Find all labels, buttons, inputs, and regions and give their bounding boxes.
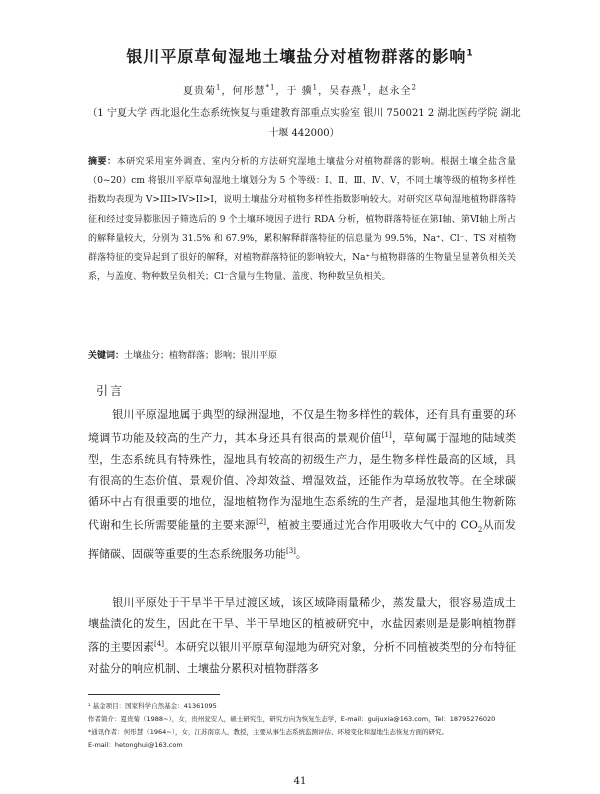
abstract-label: 摘要： <box>88 157 117 167</box>
author-name: 夏贵菊 <box>182 86 216 97</box>
citation-ref: [1] <box>381 431 392 439</box>
author-affiliation-mark: *1 <box>265 83 276 92</box>
co2-subscript: 2 <box>477 525 483 534</box>
footnote-email: E-mail：hetonghui@163.com <box>88 741 183 749</box>
title-footnote-mark: 1 <box>466 48 474 59</box>
author-list <box>40 82 560 97</box>
para1-text-c: ，植被主要通过光合作用吸收大气中的 CO <box>266 518 478 532</box>
author-separator: ， <box>367 86 379 97</box>
para2-text-b: 。本研究以银川平原草甸湿地为研究对象，分析不同植被类型的分布特征对盐分的响应机制、土壤盐分累积对植物群落多 <box>88 640 517 675</box>
keywords-label: 关键词： <box>88 351 125 361</box>
paper-title <box>40 44 560 67</box>
author-name: 吴春燕 <box>329 86 363 97</box>
intro-paragraph-2 <box>88 592 516 679</box>
citation-ref: [4] <box>154 640 164 648</box>
author-separator: ， <box>221 86 233 97</box>
abstract-text: 本研究采用室外调查、室内分析的方法研究湿地土壤盐分对植物群落的影响。根据土壤全盐含量（0~20）cm 将银川平原草甸湿地土壤划分为 5 个等级：Ⅰ、Ⅱ、Ⅲ、Ⅳ、Ⅴ，不同土壤等级的植物多样性指数均表现为 V>III>IV>II>I，说明土壤盐分对植物多样性指数影响较大。对研究区草甸湿地植物群落特征和经过变异膨胀因子筛选后的 9 个土壤环境因子进行 RDA 分析，植物群落特征在第Ⅰ轴、第Ⅵ轴上所占的解释量较大，分别为 31.5% 和 67.9%，累积解释群落特征的信息量为 99.5%，Na⁺、Cl⁻、TS 对植物群落特征的变异起到了很好的解释，对植物群落特征的影响较大，Na⁺与植物群落的生物量呈显著负相关关系，与盖度、物种数呈负相关；Cl⁻含量与生物量、盖度、物种数呈负相关。 <box>88 157 516 283</box>
author-name: 赵永全 <box>378 86 412 97</box>
para1-text-b: ，草甸属于湿地的陆域类型，生态系统具有特殊性，湿地具有较高的初级生产力，是生物多样性最高的区域，具有很高的生态价值、景观价值、冷却效益、增湿效益，还能作为草场放牧等。在全球碳循环中占有很重要的地位，湿地植物作为湿地生态系统的生产者，是湿地其他生物新陈代谢和生长所需要能量的主要来源 <box>88 431 517 532</box>
citation-ref: [3] <box>286 546 296 555</box>
page-number: 41 <box>293 776 307 787</box>
author-separator: ， <box>318 86 330 97</box>
footnote-corresponding: *通讯作者：何彤慧（1964~），女，江苏南京人，教授，主要从事生态系统监测评估、环境变化和湿地生态恢复方面的研究。 <box>88 728 448 736</box>
author-name: 于 骥 <box>286 86 313 97</box>
abstract <box>88 153 516 287</box>
keywords-text: 土壤盐分；植物群落；影响；银川平原 <box>124 351 278 361</box>
affiliation: （1 宁夏大学 西北退化生态系统恢复与重建教育部重点实验室 银川 750021 2 湖北医药学院 湖北十堰 442000） <box>87 108 521 139</box>
keywords <box>88 348 516 364</box>
author-affiliation-mark: 1 <box>312 83 319 92</box>
footnote-fund: ¹ 基金项目：国家科学自然基金：41361095 <box>88 702 217 710</box>
footnote-divider <box>88 694 220 695</box>
intro-paragraph-1 <box>88 404 516 564</box>
author-affiliation-mark: 1 <box>362 83 368 92</box>
title-text: 银川平原草甸湿地土壤盐分对植物群落的影响 <box>126 47 467 66</box>
author-separator: ， <box>275 86 287 97</box>
para2-text-a: 银川平原处于干旱半干旱过渡区域，该区域降雨量稀少，蒸发量大，很容易造成土壤盐渍化的发生，因此在干旱、半干旱地区的植被研究中，水盐因素则是是影响植物群落的主要因素 <box>88 596 516 654</box>
para1-text-a: 银川平原湿地属于典型的绿洲湿地，不仅是生物多样性的载体，还有具有重要的环境调节功能及较高的生产力，其本身还具有很高的景观价值 <box>88 408 516 445</box>
author-affiliation-mark: 2 <box>411 83 418 92</box>
citation-ref: [2] <box>256 517 267 526</box>
author-name: 何彤慧 <box>232 86 266 97</box>
para1-text-end: 。 <box>295 547 307 561</box>
section-heading: 引言 <box>96 384 125 398</box>
footnotes <box>88 700 520 752</box>
para1-text-d: 从而发挥储碳、固碳等重要的生态系统服务功能 <box>88 518 516 561</box>
author-affiliation-mark: 1 <box>215 83 222 92</box>
footnote-author: 作者简介：夏贵菊（1988~），女，贵州瓮安人，硕士研究生，研究方向为恢复生态学，E-mail：guijuxia@163.com，Tel：18795276020 <box>88 715 496 723</box>
